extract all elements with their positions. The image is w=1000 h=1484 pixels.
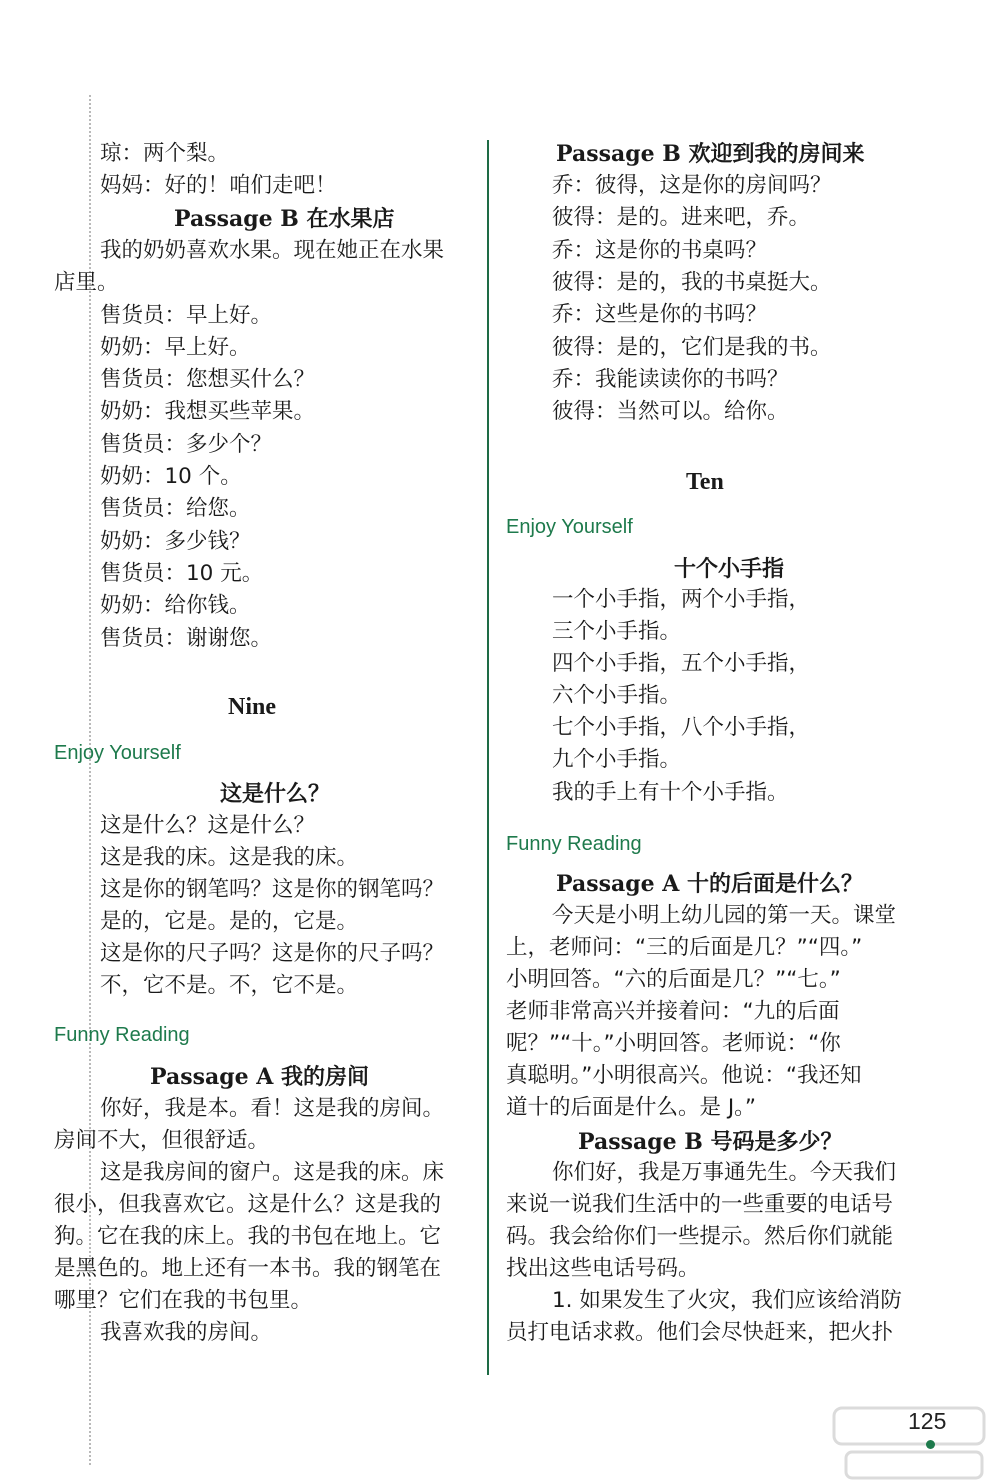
paragraph-line: 来说一说我们生活中的一些重要的电话号	[506, 1192, 894, 1217]
dialogue-line: 奶奶：早上好。	[100, 335, 251, 360]
dialogue-line: 售货员：早上好。	[100, 303, 273, 328]
dialogue-line: 售货员：谢谢您。	[100, 626, 273, 651]
passage-title: Passage A 我的房间	[150, 1064, 370, 1090]
poem-line: 这是我的床。这是我的床。	[100, 845, 359, 870]
paragraph-line: 上，老师问：“三的后面是几？”“四。”	[506, 935, 863, 960]
dialogue-line: 售货员：10 元。	[100, 561, 264, 586]
paragraph-line: 1. 如果发生了火灾，我们应该给消防	[552, 1288, 902, 1313]
paragraph-line: 我喜欢我的房间。	[100, 1320, 273, 1345]
poem-line: 我的手上有十个小手指。	[552, 780, 789, 805]
poem-line: 是的，它是。是的，它是。	[100, 909, 359, 934]
poem-line: 四个小手指，五个小手指，	[552, 651, 811, 676]
paragraph-line: 找出这些电话号码。	[506, 1256, 700, 1281]
paragraph-line: 很小，但我喜欢它。这是什么？这是我的	[54, 1192, 442, 1217]
poem-line: 这是你的钢笔吗？这是你的钢笔吗？	[100, 877, 445, 902]
passage-title: Passage A 十的后面是什么？	[556, 871, 864, 897]
dialogue-line: 奶奶：多少钱？	[100, 529, 251, 554]
poem-line: 七个小手指，八个小手指，	[552, 715, 811, 740]
section-heading: Enjoy Yourself	[506, 516, 633, 538]
dialogue-line: 彼得：是的，我的书桌挺大。	[552, 270, 832, 295]
paragraph-line: 今天是小明上幼儿园的第一天。课堂	[552, 903, 897, 928]
paragraph-line: 是黑色的。地上还有一本书。我的钢笔在	[54, 1256, 442, 1281]
page-number: 125	[908, 1408, 947, 1434]
paragraph-line: 道十的后面是什么。是 J。”	[506, 1095, 757, 1120]
poem-line: 九个小手指。	[552, 747, 682, 772]
paragraph-line: 小明回答。“六的后面是几？”“七。”	[506, 967, 841, 992]
passage-title: Passage B 号码是多少？	[578, 1129, 843, 1155]
poem-line: 不，它不是。不，它不是。	[100, 973, 359, 998]
section-heading: Funny Reading	[506, 833, 642, 855]
dialogue-line: 乔：我能读读你的书吗？	[552, 367, 789, 392]
paragraph-line: 呢？”“十。”小明回答。老师说：“你	[506, 1031, 841, 1056]
paragraph-line: 这是我房间的窗户。这是我的床。床	[100, 1160, 445, 1185]
poem-line: 一个小手指，两个小手指，	[552, 587, 811, 612]
section-heading: Enjoy Yourself	[54, 742, 181, 764]
dialogue-line: 售货员：给您。	[100, 496, 251, 521]
dialogue-line: 乔：彼得，这是你的房间吗？	[552, 173, 832, 198]
paragraph-line: 你们好，我是万事通先生。今天我们	[552, 1160, 897, 1185]
dialogue-line: 彼得：是的，它们是我的书。	[552, 335, 832, 360]
poem-title: 这是什么？	[220, 781, 331, 807]
paragraph-line: 你好，我是本。看！这是我的房间。	[100, 1096, 445, 1121]
paragraph-line: 老师非常高兴并接着问：“九的后面	[506, 999, 840, 1024]
passage-title: Passage B 欢迎到我的房间来	[556, 141, 865, 167]
paragraph-line: 店里。	[54, 270, 119, 295]
dialogue-line: 奶奶：我想买些苹果。	[100, 399, 316, 424]
page-marker-dot	[926, 1440, 935, 1449]
paragraph-line: 我的奶奶喜欢水果。现在她正在水果	[100, 238, 445, 263]
passage-title: Passage B 在水果店	[174, 206, 395, 232]
dialogue-line: 奶奶：给你钱。	[100, 593, 251, 618]
dialogue-line: 售货员：您想买什么？	[100, 367, 316, 392]
paragraph-line: 房间不大，但很舒适。	[54, 1128, 270, 1153]
poem-line: 这是什么？这是什么？	[100, 813, 316, 838]
dialogue-line: 妈妈：好的！咱们走吧！	[100, 173, 337, 198]
dialogue-line: 乔：这是你的书桌吗？	[552, 238, 768, 263]
paragraph-line: 狗。它在我的床上。我的书包在地上。它	[54, 1224, 442, 1249]
column-divider	[487, 140, 489, 1375]
dialogue-line: 售货员：多少个？	[100, 432, 273, 457]
poem-title: 十个小手指	[674, 556, 785, 582]
dialogue-line: 乔：这些是你的书吗？	[552, 302, 768, 327]
paragraph-line: 员打电话求救。他们会尽快赶来，把火扑	[506, 1320, 894, 1345]
poem-line: 三个小手指。	[552, 619, 682, 644]
dialogue-line: 彼得：当然可以。给你。	[552, 399, 789, 424]
section-heading: Funny Reading	[54, 1024, 190, 1046]
paragraph-line: 哪里？它们在我的书包里。	[54, 1288, 313, 1313]
dialogue-line: 彼得：是的。进来吧，乔。	[552, 205, 811, 230]
paragraph-line: 码。我会给你们一些提示。然后你们就能	[506, 1224, 894, 1249]
chapter-title: Nine	[228, 694, 276, 720]
poem-line: 六个小手指。	[552, 683, 682, 708]
paragraph-line: 真聪明。”小明很高兴。他说：“我还知	[506, 1063, 862, 1088]
dialogue-line: 奶奶：10 个。	[100, 464, 242, 489]
chapter-title: Ten	[686, 469, 724, 495]
dialogue-line: 琼：两个梨。	[100, 141, 230, 166]
poem-line: 这是你的尺子吗？这是你的尺子吗？	[100, 941, 445, 966]
